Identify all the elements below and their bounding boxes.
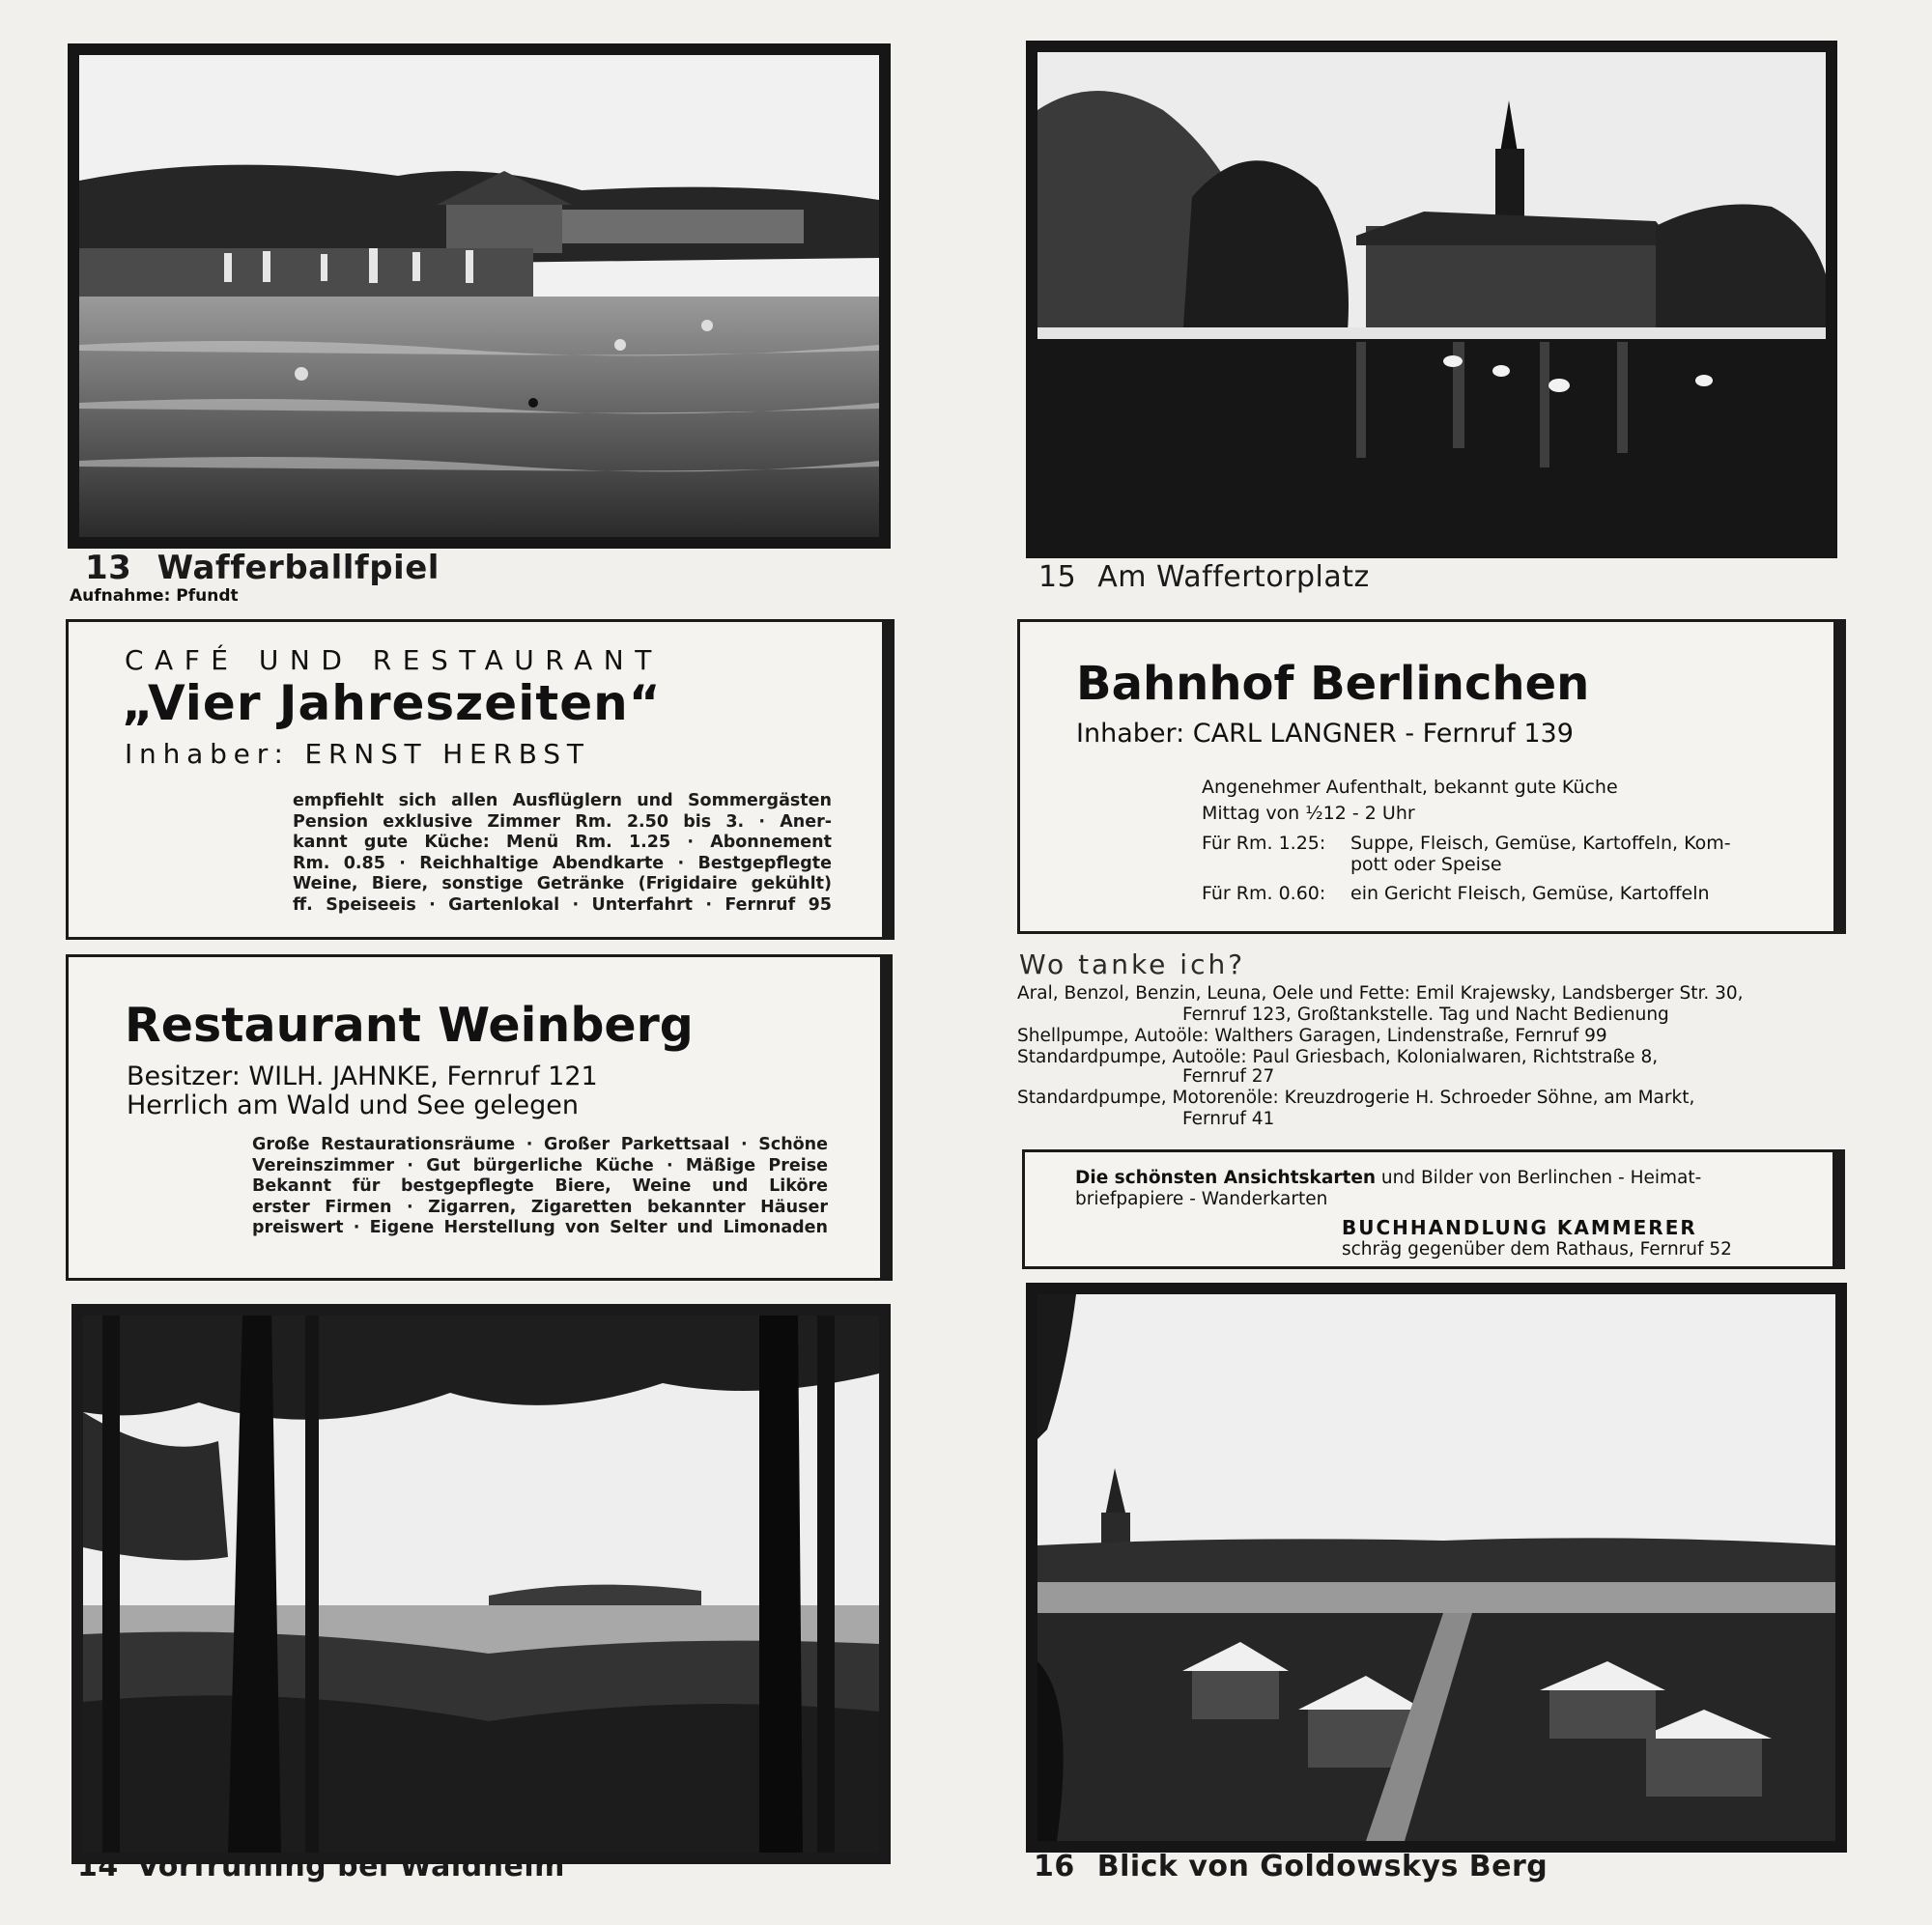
ad-bahnhof-berlinchen bbox=[1017, 619, 1836, 934]
buch-line-1 bbox=[1075, 1168, 1701, 1188]
caption-16 bbox=[1034, 1850, 1548, 1883]
weinberg-line-1: Große Restaurationsräume · Großer Parkettsaal · Schöne bbox=[252, 1135, 828, 1154]
bahnhof-price2-label: Für Rm. 0.60: bbox=[1202, 883, 1326, 904]
weinberg-description bbox=[252, 1135, 828, 1239]
fuel-entry-2: Shellpumpe, Autoöle: Walthers Garagen, Lindenstraße, Fernruf 99 bbox=[1017, 1026, 1607, 1046]
ad-buchhandlung-kammerer bbox=[1022, 1149, 1835, 1269]
photo-vorfruehling-waldheim bbox=[71, 1304, 891, 1864]
caption-16-number: 16 bbox=[1034, 1850, 1075, 1883]
weinberg-owner: Besitzer: WILH. JAHNKE, Fernruf 121 bbox=[127, 1062, 598, 1091]
cafe-line-2: Pension exklusive Zimmer Rm. 2.50 bis 3. · Aner- bbox=[293, 811, 832, 832]
bahnhof-price1-text-b: pott oder Speise bbox=[1350, 854, 1502, 875]
bahnhof-price2-text: ein Gericht Fleisch, Gemüse, Kartoffeln bbox=[1350, 883, 1710, 904]
weinberg-line-5: preiswert · Eigene Herstellung von Selter und Limonaden bbox=[252, 1218, 828, 1237]
bahnhof-line-2: Mittag von ½12 - 2 Uhr bbox=[1202, 803, 1415, 824]
cafe-line-4: Rm. 0.85 · Reichhaltige Abendkarte · Bestgepflegte bbox=[293, 853, 832, 873]
cafe-line-1: empfiehlt sich allen Ausflüglern und Sommergästen bbox=[293, 791, 832, 810]
bahnhof-line-1: Angenehmer Aufenthalt, bekannt gute Küche bbox=[1202, 777, 1618, 798]
caption-15 bbox=[1038, 560, 1370, 594]
fuel-entry-3b: Fernruf 27 bbox=[1182, 1066, 1275, 1087]
fuel-entry-1b: Fernruf 123, Großtankstelle. Tag und Nacht Bedienung bbox=[1182, 1005, 1669, 1025]
photo-wassertorplatz-image bbox=[1037, 52, 1826, 547]
caption-15-title: Am Waffertorplatz bbox=[1097, 560, 1370, 594]
caption-14-title: Vorfrühling bei Waldheim bbox=[136, 1850, 565, 1883]
photo-blick-image bbox=[1037, 1294, 1835, 1841]
photo-vorfruehling-image bbox=[83, 1316, 879, 1853]
cafe-line-6: ff. Speiseeis · Gartenlokal · Unterfahrt · Fernruf 95 bbox=[293, 894, 832, 915]
weinberg-name: Restaurant Weinberg bbox=[125, 998, 694, 1053]
buch-address: schräg gegenüber dem Rathaus, Fernruf 52 bbox=[1342, 1239, 1732, 1260]
fuel-entry-3a: Standardpumpe, Autoöle: Paul Griesbach, Kolonialwaren, Richtstraße 8, bbox=[1017, 1047, 1659, 1067]
bahnhof-owner: Inhaber: CARL LANGNER - Fernruf 139 bbox=[1076, 719, 1574, 749]
buch-line-1-bold: Die schönsten Ansichtskarten bbox=[1075, 1168, 1377, 1188]
caption-13-number: 13 bbox=[85, 549, 132, 587]
cafe-owner: Inhaber: ERNST HERBST bbox=[125, 738, 590, 770]
weinberg-tagline: Herrlich am Wald und See gelegen bbox=[127, 1090, 579, 1120]
caption-14-number: 14 bbox=[77, 1850, 119, 1883]
ad-cafe-vier-jahreszeiten bbox=[66, 619, 885, 940]
cafe-description bbox=[293, 791, 832, 916]
photo-wasserballspiel bbox=[68, 43, 891, 549]
weinberg-line-4: erster Firmen · Zigarren, Zigaretten bekannter Häuser bbox=[252, 1197, 828, 1217]
fuel-entry-4b: Fernruf 41 bbox=[1182, 1109, 1275, 1129]
weinberg-line-3: Bekannt für bestgepflegte Biere, Weine und Liköre bbox=[252, 1176, 828, 1196]
photo-wassertorplatz bbox=[1026, 41, 1837, 558]
caption-13 bbox=[85, 549, 440, 587]
weinberg-line-2: Vereinszimmer · Gut bürgerliche Küche · Mäßige Preise bbox=[252, 1155, 828, 1175]
caption-13-title: Wafferballfpiel bbox=[156, 549, 440, 587]
photo-credit: Aufnahme: Pfundt bbox=[70, 586, 239, 606]
photo-wasserballspiel-image bbox=[79, 55, 879, 537]
fuel-entry-1a: Aral, Benzol, Benzin, Leuna, Oele und Fette: Emil Krajewsky, Landsberger Str. 30, bbox=[1017, 983, 1744, 1004]
cafe-line-5: Weine, Biere, sonstige Getränke (Frigidaire gekühlt) bbox=[293, 874, 832, 893]
ad-restaurant-weinberg bbox=[66, 954, 883, 1281]
buch-shop-name: BUCHHANDLUNG KAMMERER bbox=[1342, 1216, 1697, 1239]
caption-16-title: Blick von Goldowskys Berg bbox=[1096, 1850, 1548, 1883]
cafe-line-3: kannt gute Küche: Menü Rm. 1.25 · Abonnement bbox=[293, 833, 832, 852]
bahnhof-name: Bahnhof Berlinchen bbox=[1076, 657, 1590, 711]
buch-line-2: briefpapiere - Wanderkarten bbox=[1075, 1189, 1328, 1209]
caption-15-number: 15 bbox=[1038, 560, 1077, 594]
caption-14 bbox=[77, 1850, 565, 1883]
bahnhof-price1-label: Für Rm. 1.25: bbox=[1202, 833, 1326, 854]
cafe-name: „Vier Jahreszeiten“ bbox=[122, 675, 662, 731]
fuel-heading: Wo tanke ich? bbox=[1019, 948, 1246, 980]
cafe-kicker: CAFÉ UND RESTAURANT bbox=[125, 644, 663, 676]
photo-blick-goldowskys-berg bbox=[1026, 1283, 1847, 1853]
fuel-entry-4a: Standardpumpe, Motorenöle: Kreuzdrogerie H. Schroeder Söhne, am Markt, bbox=[1017, 1088, 1695, 1108]
buch-line-1-rest: und Bilder von Berlinchen - Heimat- bbox=[1376, 1168, 1702, 1188]
bahnhof-price1-text-a: Suppe, Fleisch, Gemüse, Kartoffeln, Kom- bbox=[1350, 833, 1731, 854]
